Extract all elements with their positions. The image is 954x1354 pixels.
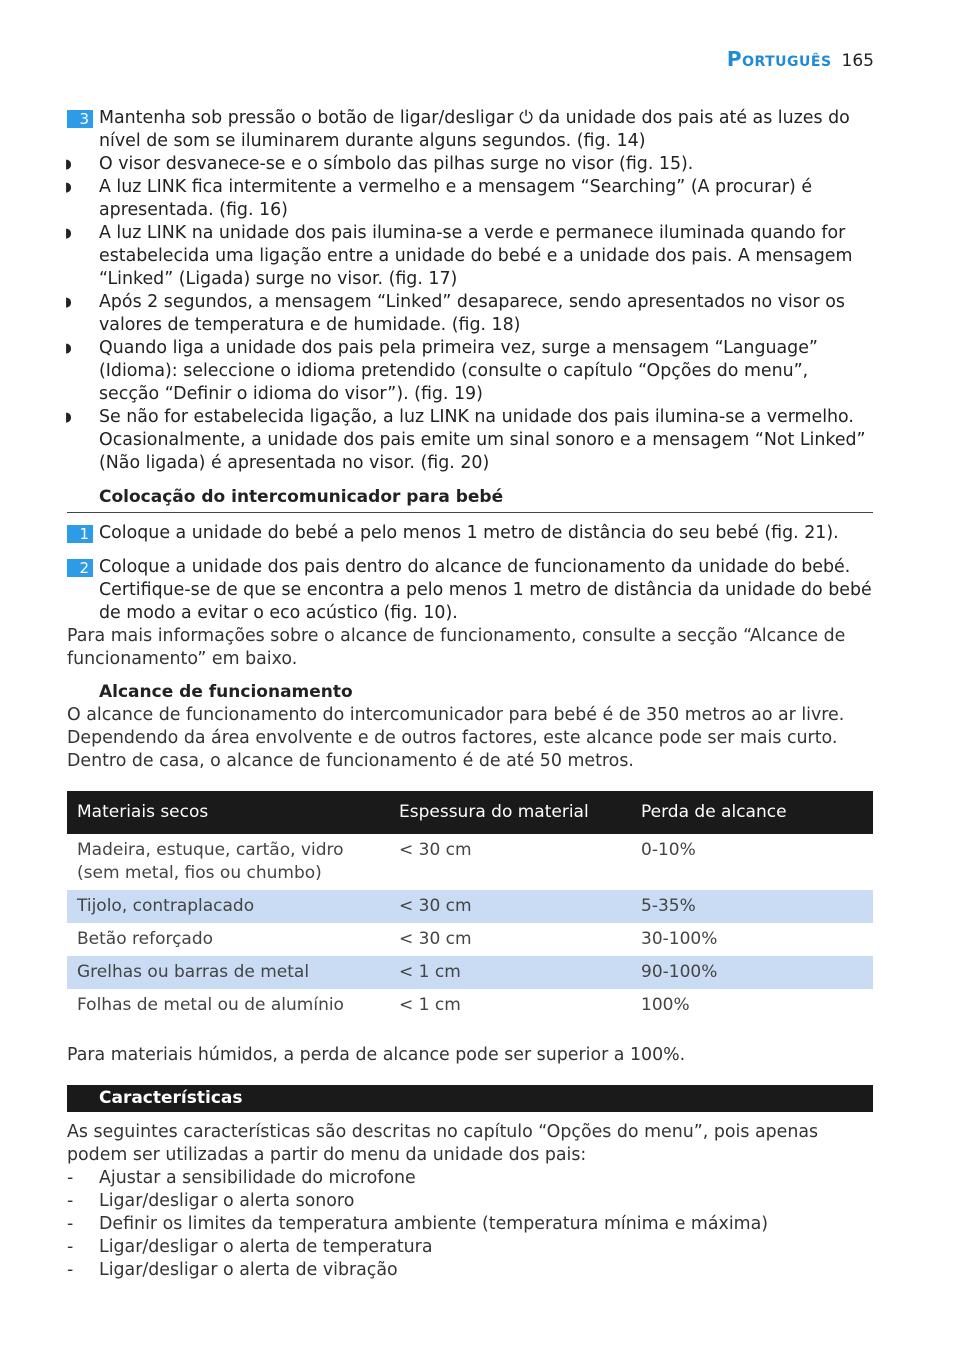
- table-row: [67, 890, 873, 923]
- step-text: Coloque a unidade do bebé a pelo menos 1 metro de distância do seu bebé (fig. 21).: [99, 523, 839, 543]
- placement-note: Para mais informações sobre o alcance de funcionamento, consulte a secção “Alcance de funcionamento” em baixo.: [67, 626, 846, 669]
- table-row: [67, 834, 873, 890]
- table-cell: 90-100%: [631, 956, 873, 989]
- step-3: [67, 107, 873, 153]
- table-cell: < 30 cm: [399, 840, 472, 860]
- bullet-icon: ◗: [65, 157, 72, 172]
- language-label: Português: [726, 47, 832, 71]
- list-item: [67, 1236, 873, 1259]
- table-cell: < 1 cm: [399, 995, 461, 1015]
- bullet-text: Quando liga a unidade dos pais pela primeira vez, surge a mensagem “Language” (Idioma): seleccione o idioma pretendido (consulte o capítulo “Opções do menu”, secção “Definir o idioma do visor”). (fig. 19): [99, 338, 818, 404]
- list-item-text: Definir os limites da temperatura ambiente (temperatura mínima e máxima): [99, 1214, 769, 1234]
- bullet-icon: ◗: [65, 180, 72, 195]
- table-cell: 100%: [641, 995, 690, 1015]
- table-cell: < 1 cm: [389, 956, 631, 989]
- list-item: [67, 1259, 873, 1282]
- list-item-text: Ligar/desligar o alerta de vibração: [99, 1260, 398, 1280]
- page-content: [67, 107, 873, 1282]
- table-cell: Tijolo, contraplacado: [67, 890, 389, 923]
- bullet-item: [67, 222, 873, 291]
- step-text: da unidade dos pais até as luzes do nível de som se iluminarem durante alguns segundos. (fig. 14): [99, 108, 850, 151]
- bullet-text: Se não for estabelecida ligação, a luz LINK na unidade dos pais ilumina-se a vermelho. Ocasionalmente, a unidade dos pais emite um sinal sonoro e a mensagem “Not Linked” (Não ligada) é apresentada no visor. (fig. 20): [99, 407, 866, 473]
- table-cell: < 30 cm: [389, 890, 631, 923]
- table-cell: 5-35%: [631, 890, 873, 923]
- list-item: [67, 1190, 873, 1213]
- section-heading-range: Alcance de funcionamento: [99, 682, 353, 702]
- bullet-icon: ◗: [65, 341, 72, 356]
- bullet-item: [67, 337, 873, 406]
- list-item: [67, 1213, 873, 1236]
- dash-mark: -: [67, 1237, 74, 1257]
- bullet-item: [67, 153, 873, 176]
- section-heading-placement: Colocação do intercomunicador para bebé: [67, 486, 873, 513]
- range-note: Para materiais húmidos, a perda de alcance pode ser superior a 100%.: [67, 1045, 686, 1065]
- range-loss-table: [67, 791, 873, 1022]
- section-heading-features: Características: [67, 1085, 873, 1112]
- column-header: Materiais secos: [67, 791, 389, 834]
- table-cell: Folhas de metal ou de alumínio: [77, 995, 344, 1015]
- power-icon: ⏻: [519, 108, 533, 128]
- features-intro: As seguintes características são descritas no capítulo “Opções do menu”, pois apenas podem ser utilizadas a partir do menu da unidade dos pais:: [67, 1122, 819, 1165]
- bullet-text: A luz LINK fica intermitente a vermelho e a mensagem “Searching” (A procurar) é apresentada. (fig. 16): [99, 177, 813, 220]
- bullet-text: A luz LINK na unidade dos pais ilumina-se a verde e permanece iluminada quando for estabelecida uma ligação entre a unidade do bebé e a unidade dos pais. A mensagem “Linked” (Ligada) surge no visor. (fig. 17): [99, 223, 853, 289]
- page-header: [727, 48, 874, 73]
- bullet-icon: ◗: [65, 295, 72, 310]
- step-number: 1: [67, 525, 93, 543]
- dash-mark: -: [67, 1168, 74, 1188]
- dash-mark: -: [67, 1214, 74, 1234]
- list-item-text: Ajustar a sensibilidade do microfone: [99, 1168, 416, 1188]
- dash-mark: -: [67, 1191, 74, 1211]
- list-item-text: Ligar/desligar o alerta de temperatura: [99, 1237, 433, 1257]
- bullet-item: [67, 176, 873, 222]
- table-cell: Betão reforçado: [77, 929, 214, 949]
- bullet-icon: ◗: [65, 226, 72, 241]
- table-header-row: [67, 791, 873, 834]
- dash-mark: -: [67, 1260, 74, 1280]
- step-number: 3: [67, 110, 93, 128]
- table-row: [67, 956, 873, 989]
- table-cell: 30-100%: [641, 929, 718, 949]
- step-text: Mantenha sob pressão o botão de ligar/desligar: [99, 108, 520, 128]
- table-row: [67, 923, 873, 956]
- table-cell: Grelhas ou barras de metal: [67, 956, 389, 989]
- step-number: 2: [67, 559, 93, 577]
- placement-step-1: [67, 522, 873, 545]
- list-item-text: Ligar/desligar o alerta sonoro: [99, 1191, 355, 1211]
- bullet-icon: ◗: [65, 410, 72, 425]
- step-text: Coloque a unidade dos pais dentro do alcance de funcionamento da unidade do bebé. Certifique-se de que se encontra a pelo menos 1 metro de distância da unidade do bebé de modo a evitar o eco acústico (fig. 10).: [99, 557, 872, 623]
- list-item: [67, 1167, 873, 1190]
- table-row: [67, 989, 873, 1022]
- range-text: O alcance de funcionamento do intercomunicador para bebé é de 350 metros ao ar livre. Dependendo da área envolvente e de outros factores, este alcance pode ser mais curto. Dentro de casa, o alcance de funcionamento é de até 50 metros.: [67, 705, 845, 771]
- column-header: Espessura do material: [389, 791, 631, 834]
- placement-step-2: [67, 556, 873, 625]
- bullet-item: [67, 291, 873, 337]
- table-cell: < 30 cm: [399, 929, 472, 949]
- column-header: Perda de alcance: [631, 791, 873, 834]
- page-number: 165: [841, 51, 874, 71]
- bullet-item: [67, 406, 873, 475]
- bullet-text: O visor desvanece-se e o símbolo das pilhas surge no visor (fig. 15).: [99, 154, 694, 174]
- table-cell: 0-10%: [641, 840, 696, 860]
- bullet-text: Após 2 segundos, a mensagem “Linked” desaparece, sendo apresentados no visor os valores de temperatura e de humidade. (fig. 18): [99, 292, 845, 335]
- table-cell: Madeira, estuque, cartão, vidro (sem metal, fios ou chumbo): [77, 840, 344, 883]
